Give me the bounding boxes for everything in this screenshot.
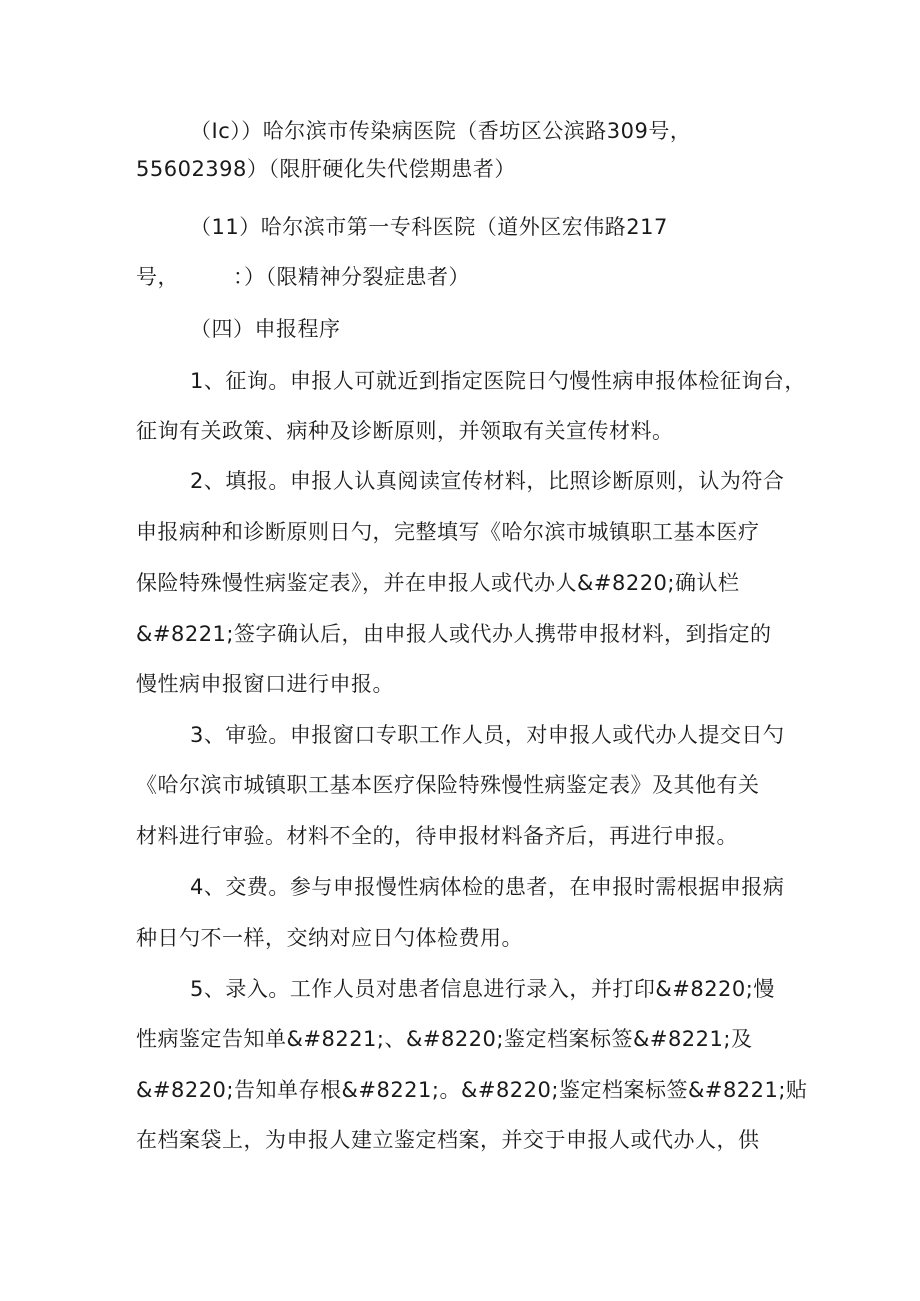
step-1-line-1: 1、征询。申报人可就近到指定医院日勺慢性病申报体检征询台，	[190, 369, 806, 393]
hospital-item-10-line-1: （Ic））哈尔滨市传染病医院（香坊区公滨路309号，	[190, 119, 692, 143]
hospital-item-11-line-1: （11）哈尔滨市第一专科医院（道外区宏伟路217	[190, 215, 668, 239]
step-3-line-1: 3、审验。申报窗口专职工作人员，对申报人或代办人提交日勺	[190, 723, 785, 747]
step-2-line-4: &#8221;签字确认后，由申报人或代办人携带申报材料，到指定的	[136, 622, 772, 646]
step-5-line-3: &#8220;告知单存根&#8221;。&#8220;鉴定档案标签&#8221;贴	[136, 1078, 808, 1102]
step-5-line-1: 5、录入。工作人员对患者信息进行录入，并打印&#8220;慢	[190, 977, 775, 1001]
step-2-line-2: 申报病种和诊断原则日勺，完整填写《哈尔滨市城镇职工基本医疗	[136, 520, 760, 544]
section-heading: （四）申报程序	[190, 317, 341, 341]
step-2-line-3: 保险特殊慢性病鉴定表》，并在申报人或代办人&#8220;确认栏	[136, 571, 740, 595]
step-5-line-4: 在档案袋上，为申报人建立鉴定档案，并交于申报人或代办人，供	[136, 1128, 760, 1152]
step-4-line-2: 种日勺不一样，交纳对应日勺体检费用。	[136, 926, 523, 950]
hospital-item-10-line-2: 55602398）（限肝硬化失代偿期患者）	[136, 157, 516, 181]
hospital-item-11-line-2: 号， ：）（限精神分裂症患者）	[136, 265, 470, 289]
step-3-line-3: 材料进行审验。材料不全的，待申报材料备齐后，再进行申报。	[136, 824, 738, 848]
step-5-line-2: 性病鉴定告知单&#8221;、&#8220;鉴定档案标签&#8221;及	[136, 1027, 753, 1051]
step-2-line-1: 2、填报。申报人认真阅读宣传材料，比照诊断原则，认为符合	[190, 469, 785, 493]
step-1-line-2: 征询有关政策、病种及诊断原则，并领取有关宣传材料。	[136, 419, 674, 443]
step-2-line-5: 慢性病申报窗口进行申报。	[136, 672, 394, 696]
step-4-line-1: 4、交费。参与申报慢性病体检的患者，在申报时需根据申报病	[190, 875, 785, 899]
step-3-line-2: 《哈尔滨市城镇职工基本医疗保险特殊慢性病鉴定表》及其他有关	[136, 773, 760, 797]
